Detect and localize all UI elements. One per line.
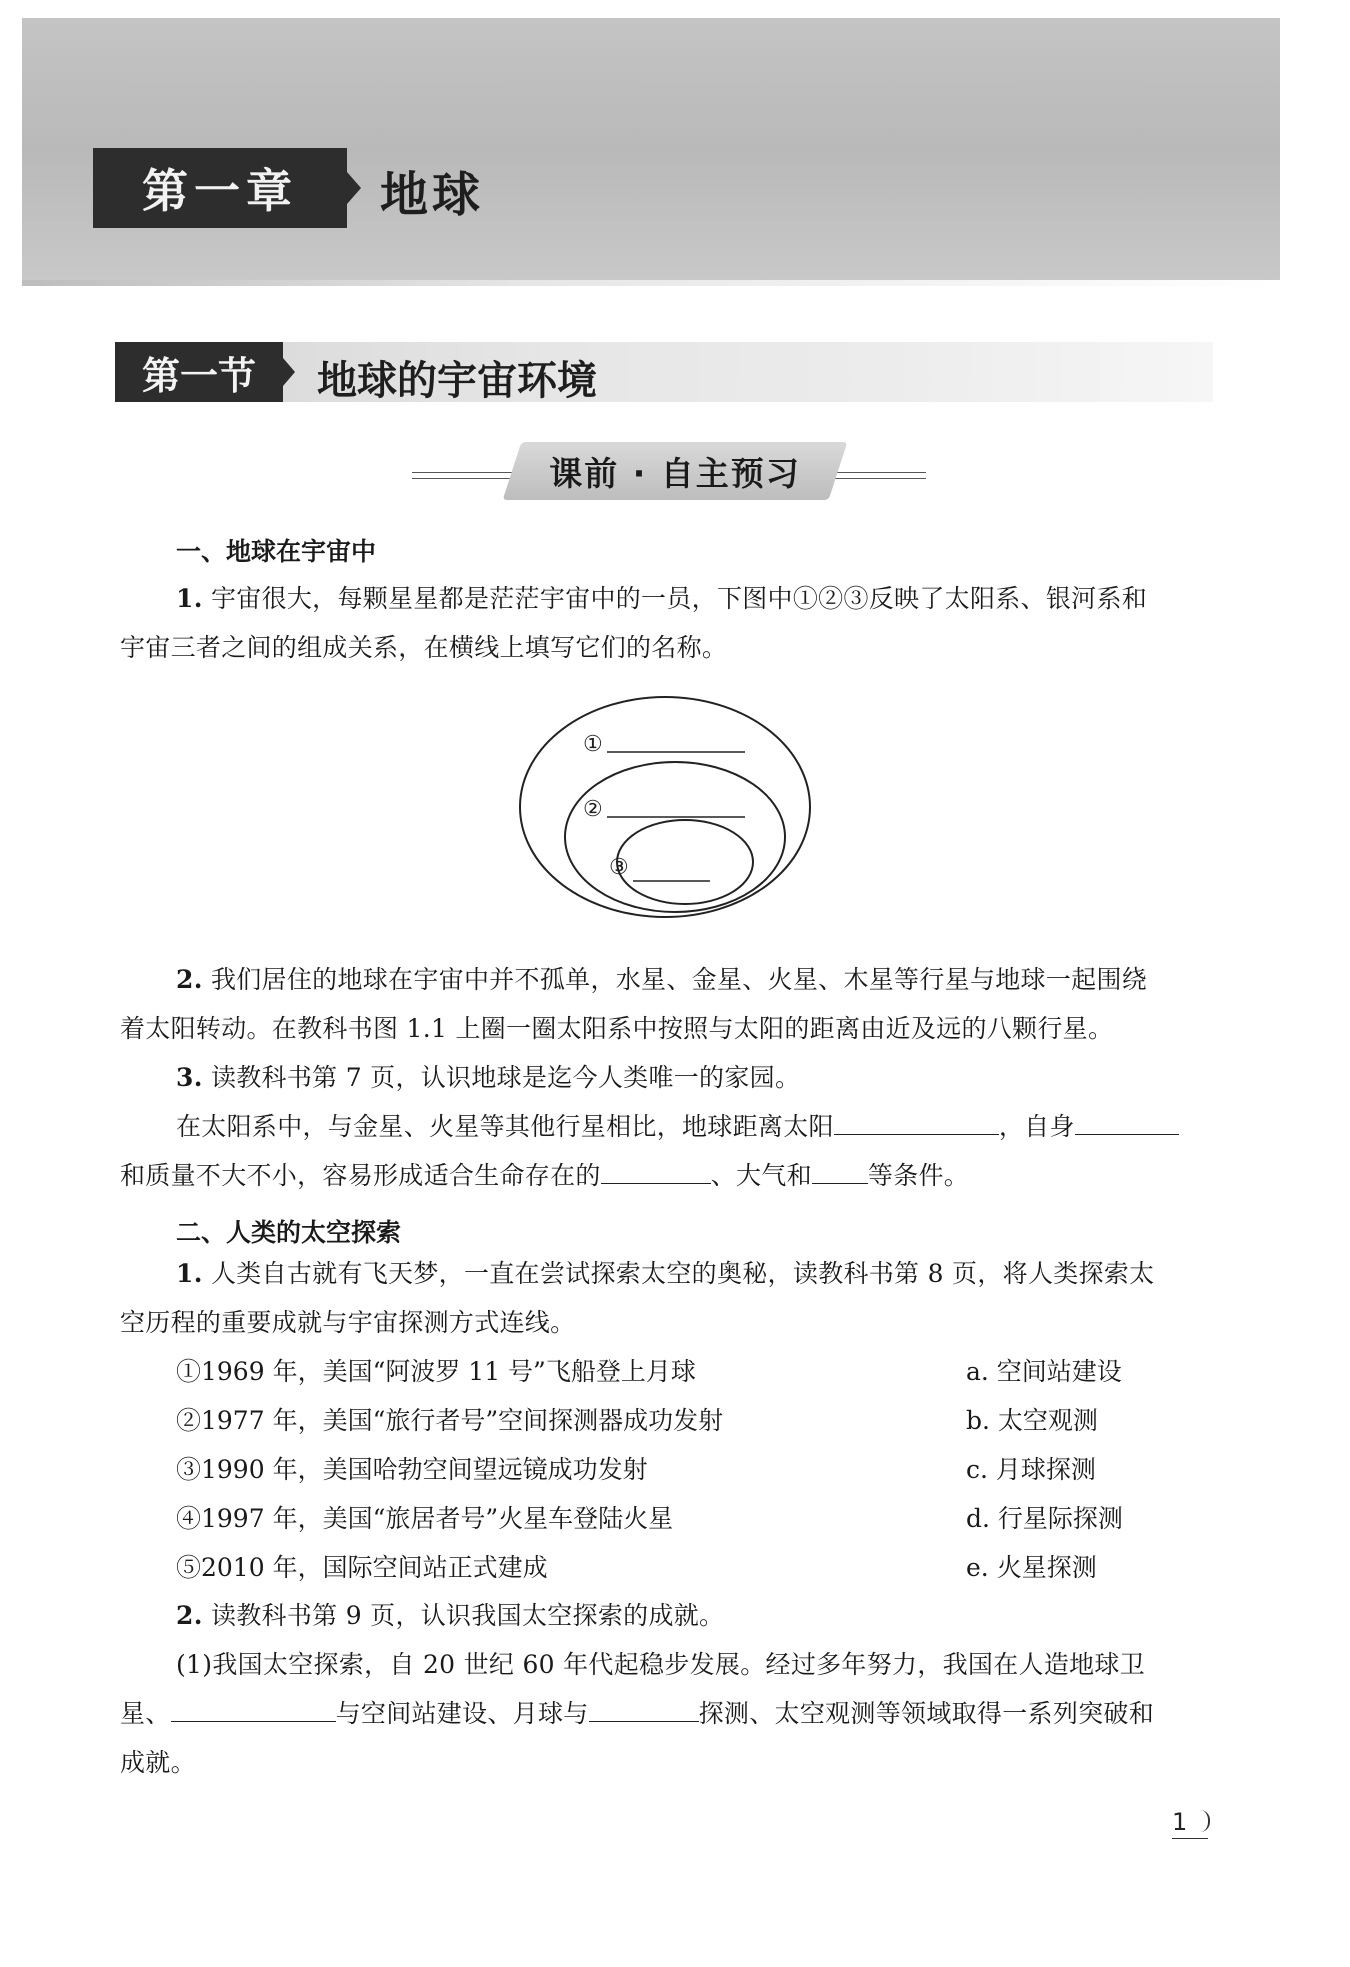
diagram-label-2: ② [583,797,603,822]
section-title: 地球的宇宙环境 [317,358,597,404]
q-number: 2. [176,1601,203,1630]
fill-text: 在太阳系中，与金星、火星等其他行星相比，地球距离太阳 [176,1112,834,1141]
sub-heading: 课前 · 自主预习 [549,453,801,493]
q-text: 人类自古就有飞天梦，一直在尝试探索太空的奥秘，读教科书第 8 页，将人类探索太 [210,1259,1155,1288]
q-text: 宇宙很大，每颗星星都是茫茫宇宙中的一员，下图中①②③反映了太阳系、银河系和 [210,584,1148,613]
fill-text: 、大气和 [710,1161,812,1190]
achievement-item: ⑤2010 年，国际空间站正式建成 [176,1553,548,1582]
method-item: b. 太空观测 [966,1406,1098,1435]
part1-heading: 一、地球在宇宙中 [176,537,377,566]
part1-q3 [120,1053,1215,1200]
sub-heading-rule-right [828,472,926,479]
page-number-bracket [1196,1810,1210,1832]
achievement-item: ②1977 年，美国“旅行者号”空间探测器成功发射 [176,1406,724,1435]
part1-q1 [120,574,1215,672]
diagram-label-1: ① [583,732,603,757]
part1-q2 [120,955,1215,1053]
chapter-arrow-icon [347,172,361,204]
q-text: 我们居住的地球在宇宙中并不孤单，水星、金星、火星、木星等行星与地球一起围绕 [210,965,1148,994]
diagram-label-3: ③ [609,855,629,880]
sub-heading-rule-left [412,472,522,479]
q-number: 2. [176,965,203,994]
section-label: 第一节 [115,342,283,402]
achievement-item: ③1990 年，美国哈勃空间望远镜成功发射 [176,1455,648,1484]
section-arrow-icon [283,358,295,386]
q-text: 着太阳转动。在教科书图 1.1 上圈一圈太阳系中按照与太阳的距离由近及远的八颗行星。 [120,1014,1114,1043]
fill-text: 和质量不大不小，容易形成适合生命存在的 [120,1161,601,1190]
method-item: e. 火星探测 [966,1553,1097,1582]
fill-text: 成就。 [120,1748,196,1777]
part2-q1 [120,1249,1215,1347]
q-text: 宇宙三者之间的组成关系，在横线上填写它们的名称。 [120,633,728,662]
fill-text: 等条件。 [867,1161,970,1190]
answer-blank[interactable] [171,1699,336,1722]
part2-heading: 二、人类的太空探索 [176,1218,402,1247]
achievement-item: ④1997 年，美国“旅居者号”火星车登陆火星 [176,1504,674,1533]
answer-blank[interactable] [601,1161,711,1184]
page-number-rule [1172,1838,1208,1839]
answer-blank[interactable] [812,1161,868,1184]
part2-q2 [120,1591,1215,1787]
outer-ellipse [520,697,810,917]
q-number: 1. [176,1259,203,1288]
page-number: 1 [1172,1808,1188,1836]
q-text: 读教科书第 9 页，认识我国太空探索的成就。 [210,1601,725,1630]
fill-text: (1)我国太空探索，自 20 世纪 60 年代起稳步发展。经过多年努力，我国在人造地球卫 [176,1650,1146,1679]
fill-text: ，自身 [998,1112,1075,1141]
answer-blank[interactable] [1075,1112,1179,1135]
q-text: 读教科书第 7 页，认识地球是迄今人类唯一的家园。 [210,1063,801,1092]
middle-ellipse [565,762,785,912]
chapter-label: 第一章 [93,148,347,228]
inner-ellipse [617,820,753,904]
answer-blank[interactable] [834,1112,999,1135]
universe-diagram [515,692,815,922]
fill-text: 与空间站建设、月球与 [335,1699,589,1728]
method-item: c. 月球探测 [966,1455,1096,1484]
q-text: 空历程的重要成就与宇宙探测方式连线。 [120,1308,576,1337]
q-number: 3. [176,1063,203,1092]
fill-text: 星、 [120,1699,171,1728]
fill-text: 探测、太空观测等领域取得一系列突破和 [698,1699,1155,1728]
chapter-title: 地球 [380,167,485,223]
method-item: a. 空间站建设 [966,1357,1122,1386]
q-number: 1. [176,584,203,613]
method-item: d. 行星际探测 [966,1504,1123,1533]
achievement-item: ①1969 年，美国“阿波罗 11 号”飞船登上月球 [176,1357,696,1386]
answer-blank[interactable] [589,1699,699,1722]
